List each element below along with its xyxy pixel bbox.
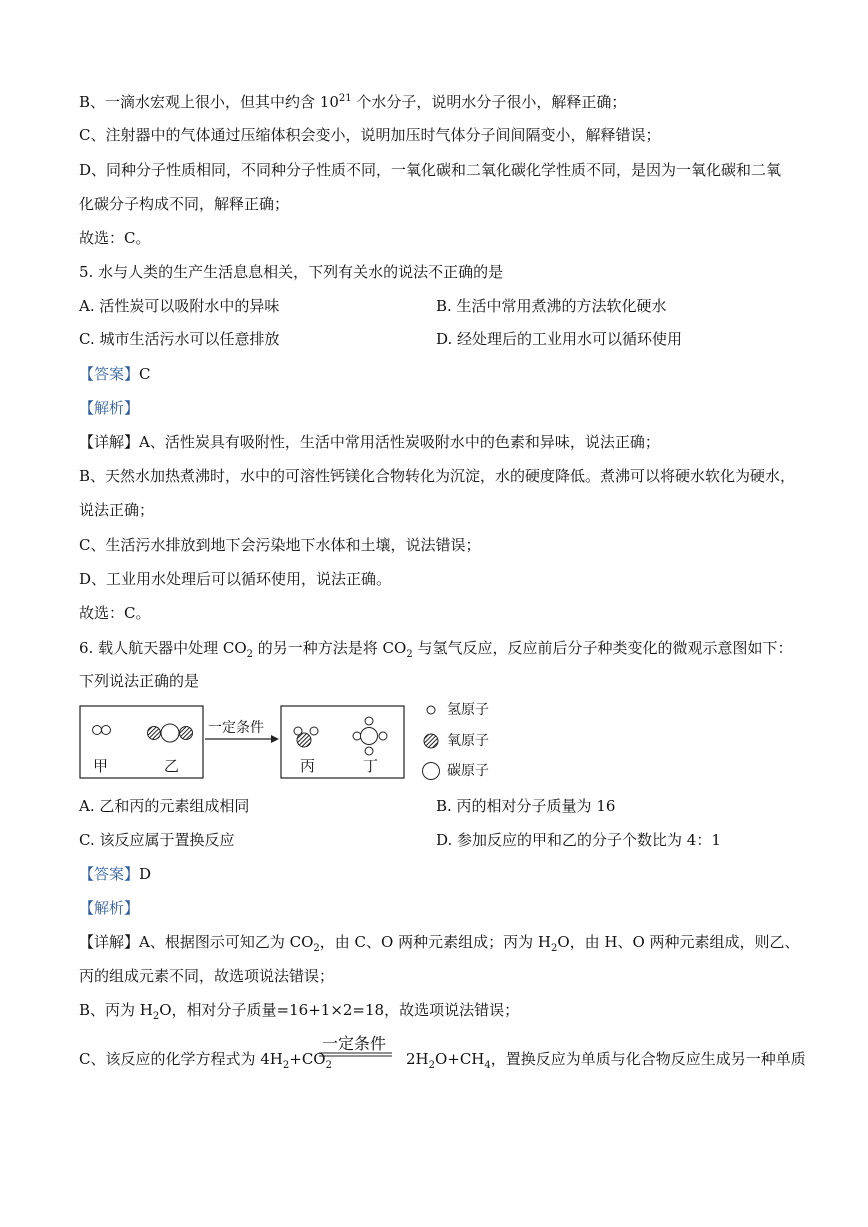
analysis-tag: 【解析】 <box>79 399 140 417</box>
text-segment: B、丙为 H <box>79 1001 153 1019</box>
subscript: 2 <box>152 1011 160 1022</box>
arrow-condition: 一定条件 <box>208 720 264 736</box>
text-segment: O，相对分子质量=16+1×2=18，故选项说法错误； <box>159 1001 520 1019</box>
text-line: 丙的组成元素不同，故选项说法错误； <box>79 967 335 985</box>
option-b: B. 丙的相对分子质量为 16 <box>436 797 616 815</box>
text-segment: ，置换反应为单质与化合物反应生成另一种单质 <box>490 1050 806 1068</box>
answer-value: C <box>139 365 151 383</box>
option-c: C. 该反应属于置换反应 <box>79 831 235 849</box>
subscript: 2 <box>313 943 320 954</box>
option-d: D. 经处理后的工业用水可以循环使用 <box>436 330 683 348</box>
text-segment: 6. 载人航天器中处理 CO <box>79 639 247 657</box>
legend-hydrogen: 氢原子 <box>447 702 489 718</box>
text-line: D、同种分子性质相同，不同种分子性质不同，一氧化碳和二氧化碳化学性质不同，是因为一氧化碳和二氧 <box>79 161 782 179</box>
text-segment: A、活性炭具有吸附性，生活中常用活性炭吸附水中的色素和异味，说法正确； <box>139 433 660 451</box>
subscript: 2 <box>246 649 253 660</box>
detail-tag: 【详解】 <box>79 933 140 951</box>
label-yi: 乙 <box>164 757 180 775</box>
text-line: 化碳分子构成不同，解释正确； <box>79 195 290 213</box>
answer-tag: 【答案】 <box>79 865 140 883</box>
subscript: 2 <box>282 1060 290 1071</box>
question-5: 5. 水与人类的生产生活息息相关，下列有关水的说法不正确的是 <box>79 263 504 281</box>
label-jia: 甲 <box>93 757 109 775</box>
option-d: D. 参加反应的甲和乙的分子个数比为 4：1 <box>436 831 721 849</box>
text-segment: A、根据图示可知乙为 CO <box>139 933 314 951</box>
subscript: 2 <box>406 649 413 660</box>
subscript: 2 <box>428 1060 435 1071</box>
text-line: 下列说法正确的是 <box>79 672 200 690</box>
detail-tag: 【详解】 <box>79 433 140 451</box>
legend-oxygen: 氧原子 <box>447 733 489 749</box>
option-b: B. 生活中常用煮沸的方法软化硬水 <box>436 297 667 315</box>
option-a: A. 乙和丙的元素组成相同 <box>79 797 250 815</box>
text-segment: O+CH <box>434 1050 485 1068</box>
label-bing: 丙 <box>300 757 316 775</box>
text-line: C、生活污水排放到地下会污染地下水体和土壤，说法错误； <box>79 536 481 554</box>
text-segment: O，由 H、O 两种元素组成，则乙、 <box>557 933 800 951</box>
text-segment: B、一滴水宏观上很小，但其中约含 10 <box>79 93 339 111</box>
option-c: C. 城市生活污水可以任意排放 <box>79 330 280 348</box>
label-ding: 丁 <box>363 757 379 775</box>
text-segment: 个水分子，说明水分子很小，解释正确； <box>351 93 627 111</box>
equation-line <box>79 1049 806 1076</box>
analysis-tag: 【解析】 <box>79 899 140 917</box>
text-segment: 与氢气反应，反应前后分子种类变化的微观示意图如下： <box>412 639 793 657</box>
answer-tag: 【答案】 <box>79 365 140 383</box>
text-line: C、注射器中的气体通过压缩体积会变小，说明加压时气体分子间间隔变小，解释错误； <box>79 126 661 144</box>
text-segment: ，由 C、O 两种元素组成；丙为 H <box>319 933 551 951</box>
subscript: 2 <box>550 943 558 954</box>
text-segment: 的另一种方法是将 CO <box>253 639 407 657</box>
text-segment: 2H <box>405 1050 429 1068</box>
text-segment: C、该反应的化学方程式为 4H <box>79 1050 283 1068</box>
option-a: A. 活性炭可以吸附水中的异味 <box>79 297 280 315</box>
equation-condition: 一定条件 <box>322 1034 387 1053</box>
text-line: D、工业用水处理后可以循环使用，说法正确。 <box>79 570 392 588</box>
subscript: 2 <box>325 1060 332 1071</box>
text-line: 说法正确； <box>79 501 155 519</box>
answer-value: D <box>139 865 152 883</box>
text-segment: +CO <box>289 1050 326 1068</box>
text-line: 故选：C。 <box>79 229 151 247</box>
legend-carbon: 碳原子 <box>447 763 489 779</box>
subscript: 4 <box>484 1060 491 1071</box>
superscript: 21 <box>338 93 352 104</box>
text-line: B、天然水加热煮沸时，水中的可溶性钙镁化合物转化为沉淀，水的硬度降低。煮沸可以将硬水软化为硬水， <box>79 467 796 485</box>
text-line: 故选：C。 <box>79 604 151 622</box>
